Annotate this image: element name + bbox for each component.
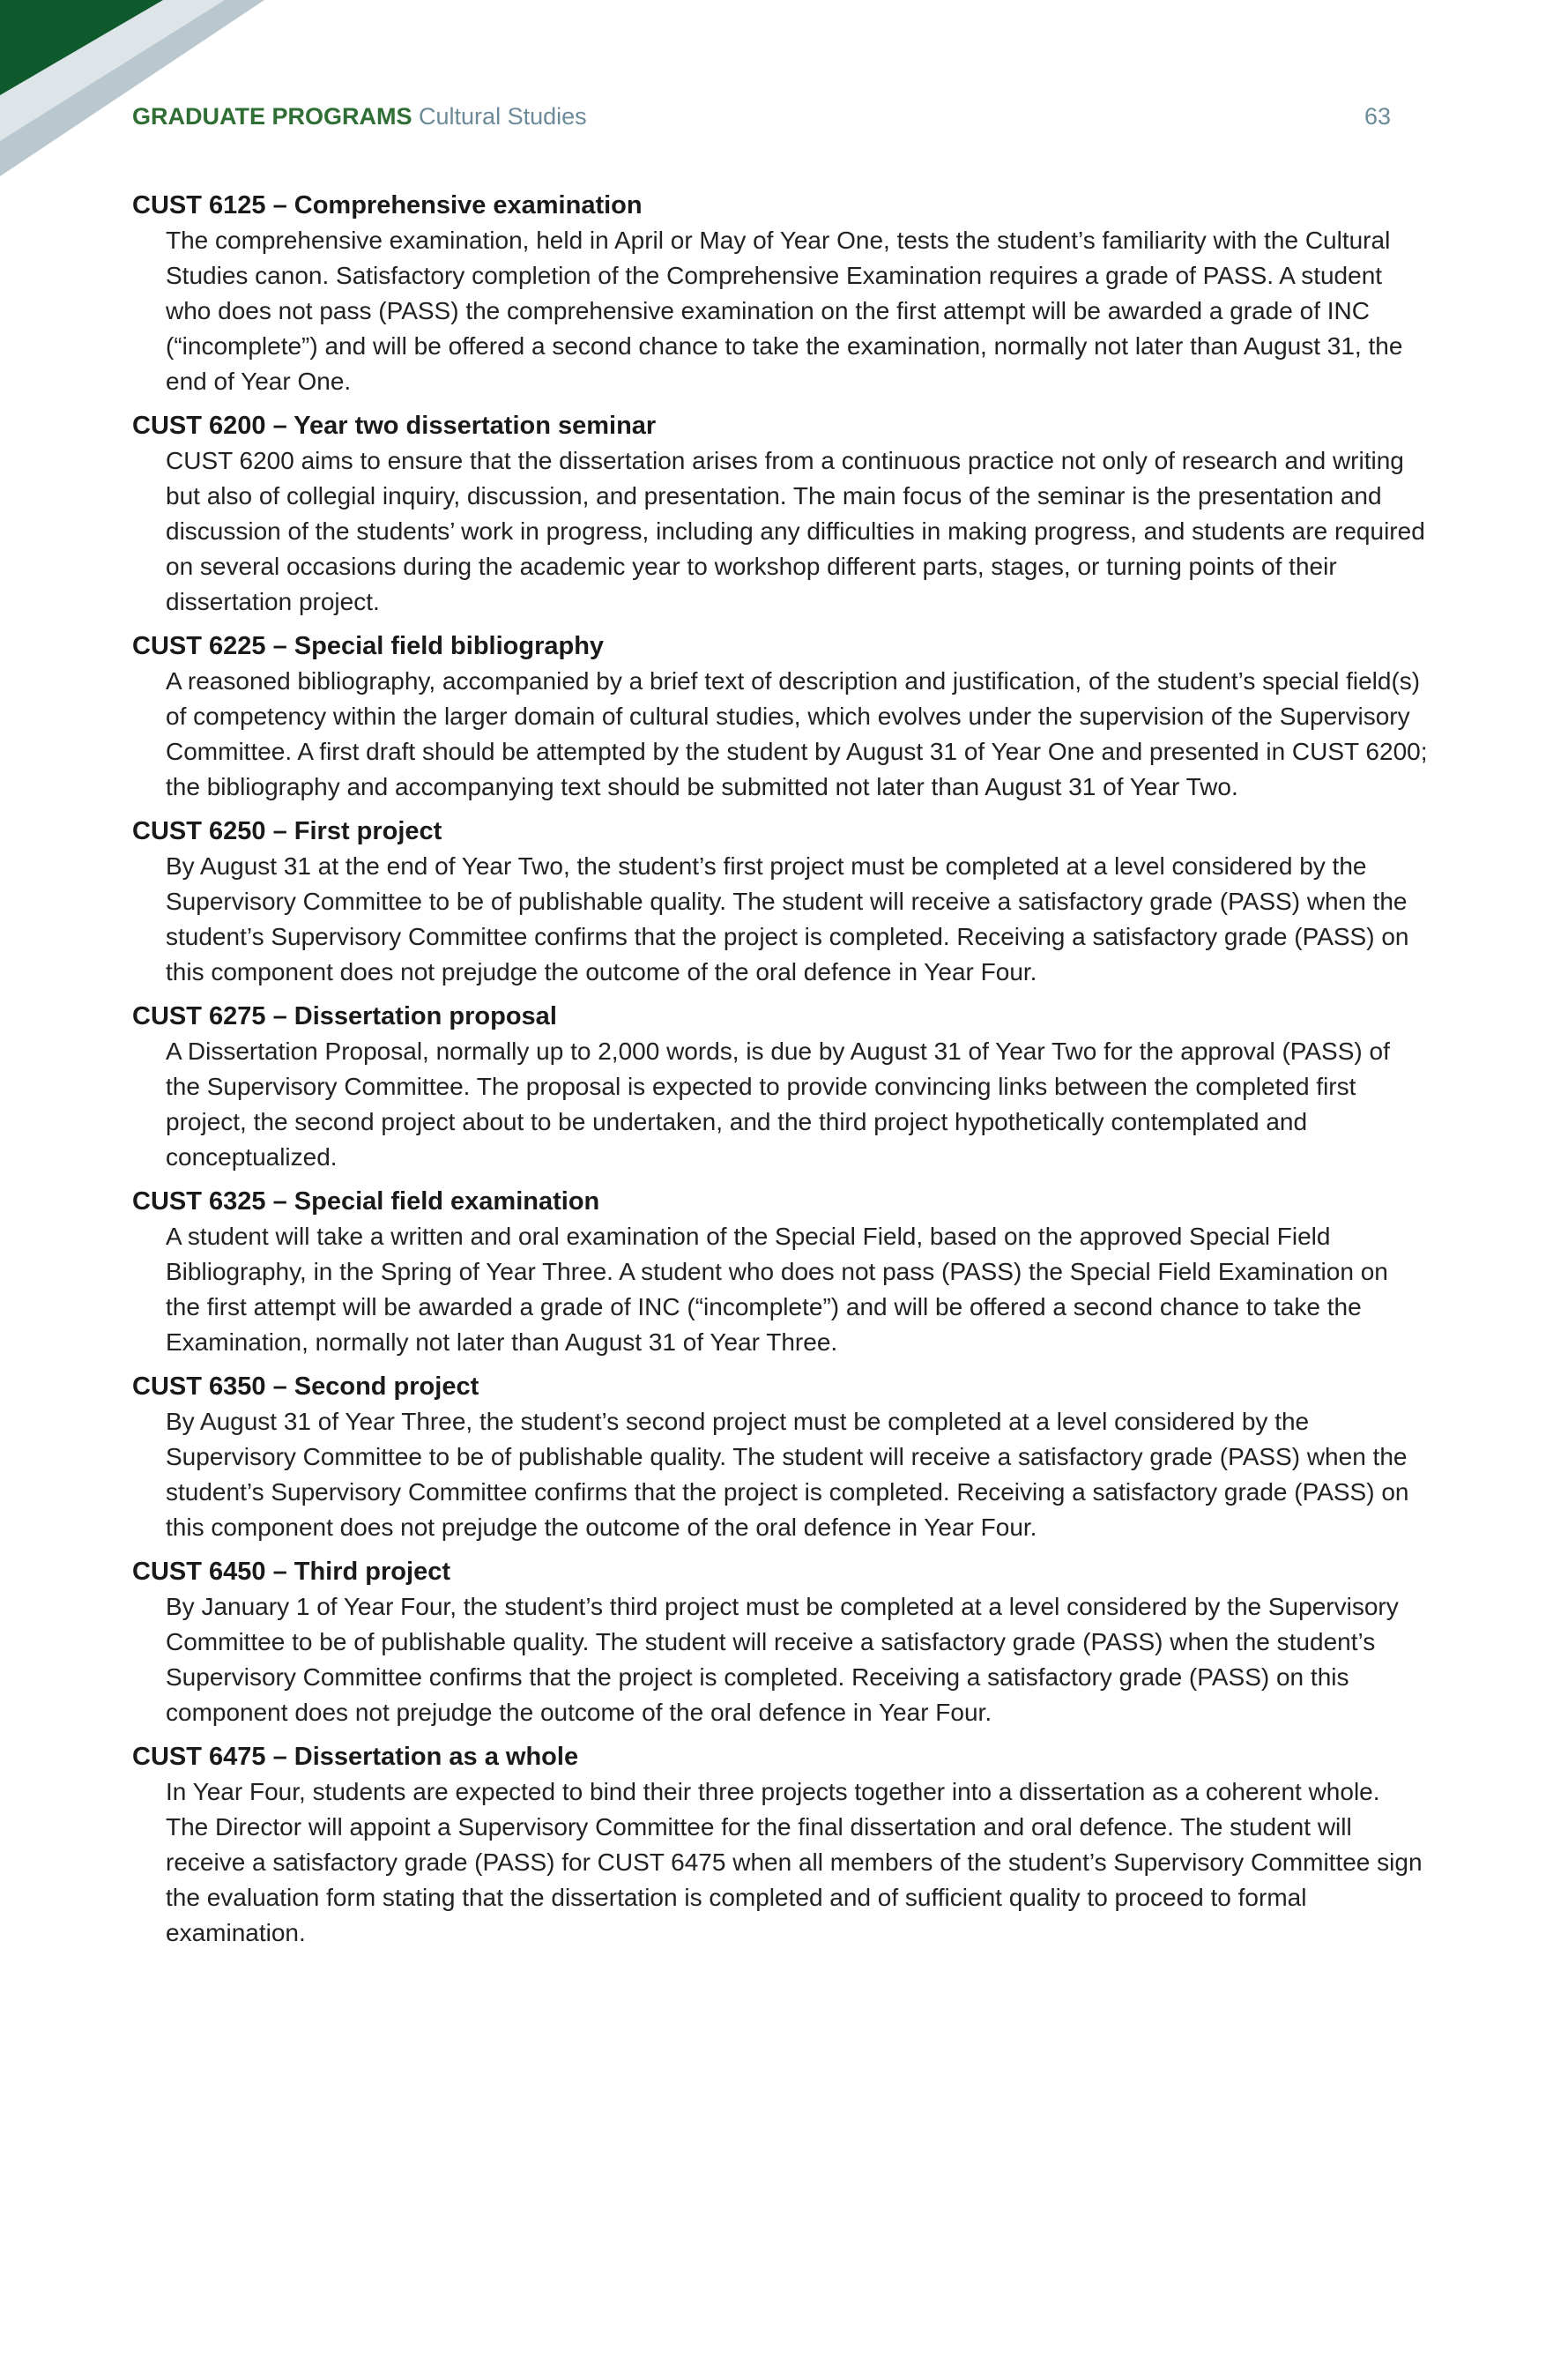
course-entry <box>132 999 1428 1175</box>
course-entry <box>132 1369 1428 1545</box>
course-description: By January 1 of Year Four, the student’s third project must be completed at a level considered by the Supervisory Committee to be of publishable quality. The student will receive a satisfactory grade (PASS) when the student’s Supervisory Committee confirms that the project is completed. Receiving a satisfactory grade (PASS) on this component does not prejudge the outcome of the oral defence in Year Four. <box>166 1593 1399 1726</box>
running-head-section: GRADUATE PROGRAMS <box>132 103 412 130</box>
course-entry <box>132 408 1428 620</box>
page-header <box>132 97 1391 136</box>
course-description: CUST 6200 aims to ensure that the dissertation arises from a continuous practice not only of research and writing but also of collegial inquiry, discussion, and presentation. The main focus of the seminar is the presentation and discussion of the students’ work in progress, including any difficulties in making progress, and students are required on several occasions during the academic year to workshop different parts, stages, or turning points of their dissertation project. <box>166 447 1425 615</box>
corner-decoration <box>0 0 264 176</box>
course-description: By August 31 of Year Three, the student’s second project must be completed at a level considered by the Supervisory Committee to be of publishable quality. The student will receive a satisfactory grade (PASS) when the student’s Supervisory Committee confirms that the project is completed. Receiving a satisfactory grade (PASS) on this component does not prejudge the outcome of the oral defence in Year Four. <box>166 1408 1409 1541</box>
course-title: CUST 6200 – Year two dissertation seminar <box>132 412 657 440</box>
course-entry <box>132 1184 1428 1360</box>
course-entry <box>132 188 1428 399</box>
course-title: CUST 6250 – First project <box>132 817 442 845</box>
course-description: A student will take a written and oral examination of the Special Field, based on the approved Special Field Bibliography, in the Spring of Year Three. A student who does not pass (PASS) the Special Field Examination on the first attempt will be awarded a grade of INC (“incomplete”) and will be offered a second chance to take the Examination, normally not later than August 31 of Year Three. <box>166 1223 1388 1356</box>
course-title: CUST 6125 – Comprehensive examination <box>132 191 643 219</box>
course-description: The comprehensive examination, held in April or May of Year One, tests the student’s familiarity with the Cultural Studies canon. Satisfactory completion of the Comprehensive Examination requires a grade of PASS. A student who does not pass (PASS) the comprehensive examination on the first attempt will be awarded a grade of INC (“incomplete”) and will be offered a second chance to take the examination, normally not later than August 31, the end of Year One. <box>166 227 1403 395</box>
course-entry <box>132 814 1428 990</box>
course-entry <box>132 1554 1428 1730</box>
course-list <box>132 188 1428 1960</box>
page-number: 63 <box>1364 103 1391 130</box>
course-description: In Year Four, students are expected to bind their three projects together into a dissertation as a coherent whole. The Director will appoint a Supervisory Committee for the final dissertation and oral defence. The student will receive a satisfactory grade (PASS) for CUST 6475 when all members of the student’s Supervisory Committee sign the evaluation form stating that the dissertation is completed and of sufficient quality to proceed to formal examination. <box>166 1778 1423 1946</box>
course-description: By August 31 at the end of Year Two, the student’s first project must be completed at a level considered by the Supervisory Committee to be of publishable quality. The student will receive a satisfactory grade (PASS) when the student’s Supervisory Committee confirms that the project is completed. Receiving a satisfactory grade (PASS) on this component does not prejudge the outcome of the oral defence in Year Four. <box>166 852 1409 985</box>
course-title: CUST 6450 – Third project <box>132 1558 450 1586</box>
running-head-subsection: Cultural Studies <box>419 103 587 130</box>
course-entry <box>132 628 1428 805</box>
course-title: CUST 6225 – Special field bibliography <box>132 632 605 660</box>
course-description: A reasoned bibliography, accompanied by a brief text of description and justification, of the student’s special field(s) of competency within the larger domain of cultural studies, which evolves under the supervision of the Supervisory Committee. A first draft should be attempted by the student by August 31 of Year One and presented in CUST 6200; the bibliography and accompanying text should be submitted not later than August 31 of Year Two. <box>166 667 1428 800</box>
course-title: CUST 6275 – Dissertation proposal <box>132 1002 557 1030</box>
course-title: CUST 6325 – Special field examination <box>132 1187 600 1216</box>
course-description: A Dissertation Proposal, normally up to 2,000 words, is due by August 31 of Year Two for the approval (PASS) of the Supervisory Committee. The proposal is expected to provide convincing links between the completed first project, the second project about to be undertaken, and the third project hypothetically contemplated and conceptualized. <box>166 1038 1390 1171</box>
course-title: CUST 6475 – Dissertation as a whole <box>132 1743 579 1771</box>
running-head <box>132 97 587 136</box>
course-entry <box>132 1739 1428 1951</box>
course-title: CUST 6350 – Second project <box>132 1372 479 1401</box>
